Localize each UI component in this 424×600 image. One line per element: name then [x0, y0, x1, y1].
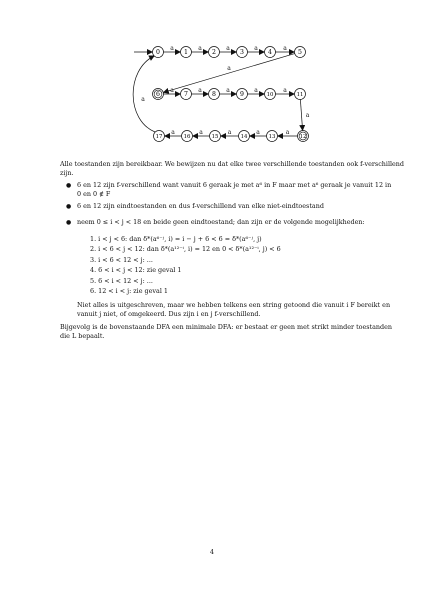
transition-label: a: [198, 45, 202, 52]
state-label: 12: [299, 134, 307, 141]
transition-label: a: [283, 87, 287, 94]
state-label: 7: [184, 91, 188, 99]
bullet-marker: ●: [66, 219, 72, 226]
transition-label: a: [226, 87, 230, 94]
state-1: [181, 47, 192, 58]
state-label: 5: [298, 49, 302, 57]
transition-label: a: [305, 112, 310, 119]
state-label: 3: [240, 49, 244, 57]
sublist-item-2: 2. i < 6 < j < 12: dan δ*(a¹²⁻ⁱ, i) = 12 en 0 < δ*(a¹²⁻ⁱ, j) < 6: [90, 245, 281, 253]
transition-label: a: [254, 87, 258, 94]
state-label: 8: [212, 91, 216, 99]
transition-label: a: [227, 65, 231, 72]
paragraph-note: Niet alles is uitgeschreven, maar we hebben telkens een string getoond die vanuit i F bereikt en vanuit j niet, of omgekeerd. Dus zijn i en j f-verschillend.: [77, 301, 391, 318]
state-label: 15: [211, 134, 219, 141]
state-14: [239, 131, 250, 142]
state-5: [295, 47, 306, 58]
state-label: 1: [184, 49, 188, 57]
dfa-transition-labels: [141, 45, 310, 136]
state-12: [298, 131, 309, 142]
bullet-item-3: neem 0 ≤ i < j < 18 en beide geen eindtoestand; dan zijn er de volgende mogelijkheden:: [77, 218, 365, 226]
state-3: [237, 47, 248, 58]
bullet-marker: ●: [66, 203, 72, 210]
state-10: [265, 89, 276, 100]
state-13: [267, 131, 278, 142]
state-11: [295, 89, 306, 100]
state-7: [181, 89, 192, 100]
sublist-item-3: 3. i < 6 < 12 < j: ...: [90, 256, 153, 264]
transition-label: a: [170, 45, 174, 52]
state-label: 0: [156, 49, 160, 57]
state-label: 6: [156, 91, 160, 99]
state-2: [209, 47, 220, 58]
bullet-marker: ●: [66, 182, 72, 189]
state-16: [182, 131, 193, 142]
sublist-item-4: 4. 6 < i < j < 12: zie geval 1: [90, 266, 182, 274]
paragraph-intro: Alle toestanden zijn bereikbaar. We bewijzen nu dat elke twee verschillende toestanden ook f-verschillend zijn.: [60, 160, 405, 177]
state-label: 9: [240, 91, 244, 99]
transition-label: a: [141, 96, 145, 103]
state-label: 11: [296, 92, 304, 99]
state-label: 16: [183, 134, 191, 141]
transition-label: a: [285, 129, 290, 136]
state-15: [210, 131, 221, 142]
paragraph-conclusion: Bijgevolg is de bovenstaande DFA een minimale DFA: er bestaat er geen met strikt minder toestanden die L bepaalt.: [60, 323, 393, 340]
bullet-item-1: 6 en 12 zijn f-verschillend want vanuit 6 geraak je met a⁶ in F maar met a⁶ geraak je vanuit 12 in 0 en 0 ∉ F: [77, 181, 392, 198]
transition-label: a: [227, 129, 232, 136]
page-number: 4: [209, 548, 215, 556]
state-label: 2: [212, 49, 216, 57]
state-label: 13: [268, 134, 276, 141]
dfa-diagram: [0, 0, 424, 150]
transition-label: a: [198, 87, 202, 94]
transition-17-0: [133, 56, 155, 132]
sublist-item-5: 5. 6 < i < 12 < j: ...: [90, 277, 153, 285]
bullet-item-2: 6 en 12 zijn eindtoestanden en dus f-verschillend van elke niet-eindtoestand: [77, 202, 324, 210]
state-8: [209, 89, 220, 100]
sublist-item-1: 1. i < j < 6: dan δ*(a⁶⁻ʲ, i) = i − j + 6 < 6 = δ*(a⁶⁻ʲ, j): [90, 235, 262, 243]
transition-label: a: [283, 45, 287, 52]
sublist-item-6: 6. 12 < i < j: zie geval 1: [90, 287, 168, 295]
state-label: 10: [266, 92, 274, 99]
transition-label: a: [199, 129, 203, 136]
transition-11-12: [300, 99, 302, 130]
state-17: [154, 131, 165, 142]
state-6: [153, 89, 164, 100]
state-4: [265, 47, 276, 58]
state-label: 14: [240, 134, 248, 141]
transition-label: a: [256, 129, 260, 136]
transition-label: a: [171, 129, 175, 136]
state-label: 17: [155, 134, 163, 141]
state-9: [237, 89, 248, 100]
transition-label: a: [254, 45, 258, 52]
state-label: 4: [268, 49, 272, 57]
transition-label: a: [226, 45, 230, 52]
transition-label: a: [170, 87, 174, 94]
state-0: [153, 47, 164, 58]
